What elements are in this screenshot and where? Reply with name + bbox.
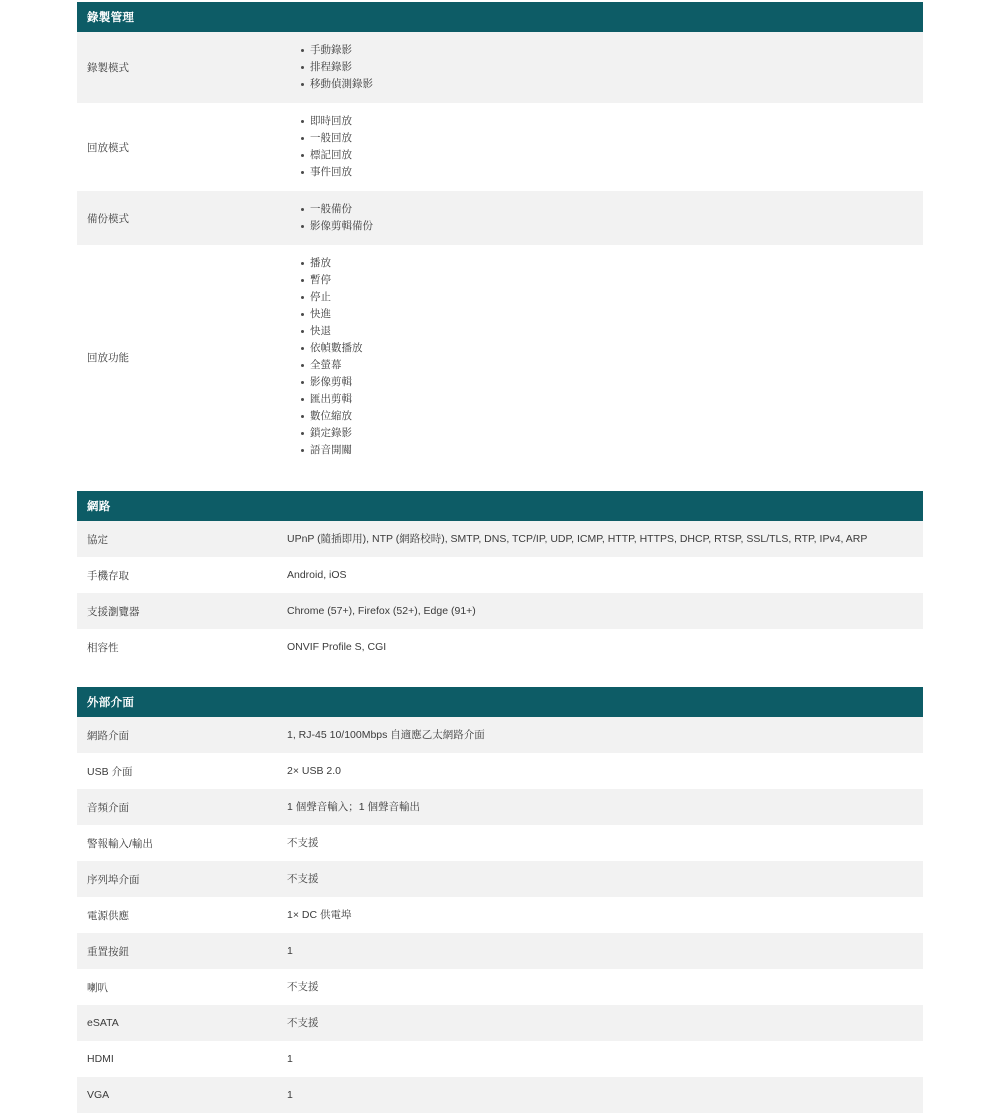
row-label: 回放模式 — [87, 141, 129, 154]
list-item: 事件回放 — [301, 164, 352, 181]
row-label: 重置按鈕 — [87, 945, 129, 958]
table-row — [77, 717, 923, 753]
list-item: 標記回放 — [301, 147, 352, 164]
table-row — [77, 897, 923, 933]
section-title-recording-management: 錄製管理 — [77, 2, 923, 32]
list-item: 影像剪輯備份 — [301, 218, 373, 235]
row-label: 警報輸入/輸出 — [87, 837, 153, 850]
list-item: 全螢幕 — [301, 357, 363, 374]
row-value: 不支援 — [287, 836, 319, 849]
row-value: 2× USB 2.0 — [287, 764, 341, 777]
bullet-list — [287, 201, 373, 235]
section-divider — [0, 665, 1000, 687]
list-item: 鎖定錄影 — [301, 425, 363, 442]
list-item: 一般備份 — [301, 201, 373, 218]
section-external-interface — [77, 687, 923, 1113]
row-label: 備份模式 — [87, 212, 129, 225]
list-item: 排程錄影 — [301, 59, 373, 76]
list-item: 匯出剪輯 — [301, 391, 363, 408]
row-value: UPnP (隨插即用), NTP (網路校時), SMTP, DNS, TCP/IP, UDP, ICMP, HTTP, HTTPS, DHCP, RTSP, SSL/TLS, RTP, IPv4, ARP — [287, 532, 868, 545]
list-item: 影像剪輯 — [301, 374, 363, 391]
row-label: 手機存取 — [87, 569, 129, 582]
table-row — [77, 1041, 923, 1077]
list-item: 語音開關 — [301, 442, 363, 459]
bullet-list — [287, 113, 352, 181]
row-value: Android, iOS — [287, 568, 347, 581]
section-divider — [0, 469, 1000, 491]
list-item: 快退 — [301, 323, 363, 340]
list-item: 移動偵測錄影 — [301, 76, 373, 93]
row-value: 1, RJ-45 10/100Mbps 自適應乙太網路介面 — [287, 728, 485, 741]
row-label: HDMI — [87, 1053, 114, 1065]
table-row — [77, 1077, 923, 1113]
row-value — [287, 103, 923, 191]
table-row — [77, 1005, 923, 1041]
table-row — [77, 557, 923, 593]
section-recording-management — [77, 2, 923, 469]
table-row — [77, 629, 923, 665]
table-row — [77, 861, 923, 897]
row-value: 1× DC 供電埠 — [287, 908, 352, 921]
bullet-list — [287, 42, 373, 93]
row-label: 序列埠介面 — [87, 873, 140, 886]
list-item: 依幀數播放 — [301, 340, 363, 357]
row-value — [287, 32, 923, 103]
row-value: 1 — [287, 944, 293, 957]
section-title-external-interface: 外部介面 — [77, 687, 923, 717]
list-item: 手動錄影 — [301, 42, 373, 59]
row-value: 1 — [287, 1052, 293, 1065]
row-label: USB 介面 — [87, 765, 133, 778]
table-row — [77, 789, 923, 825]
row-label: 回放功能 — [87, 351, 129, 364]
section-title-network: 網路 — [77, 491, 923, 521]
row-label: eSATA — [87, 1017, 119, 1029]
row-value: 1 個聲音輸入；1 個聲音輸出 — [287, 800, 421, 813]
row-value: 不支援 — [287, 872, 319, 885]
row-label: 相容性 — [87, 641, 119, 654]
row-label: 錄製模式 — [87, 62, 129, 74]
row-label: 協定 — [87, 533, 108, 546]
row-value — [287, 191, 923, 245]
row-label: 電源供應 — [87, 909, 129, 922]
table-row — [77, 521, 923, 557]
row-label: 音頻介面 — [87, 801, 129, 814]
list-item: 數位縮放 — [301, 408, 363, 425]
list-item: 快進 — [301, 306, 363, 323]
table-row — [77, 933, 923, 969]
row-value: 1 — [287, 1088, 293, 1101]
list-item: 即時回放 — [301, 113, 352, 130]
row-value: Chrome (57+), Firefox (52+), Edge (91+) — [287, 604, 476, 617]
list-item: 暫停 — [301, 272, 363, 289]
list-item: 停止 — [301, 289, 363, 306]
list-item: 播放 — [301, 255, 363, 272]
row-value — [287, 245, 923, 469]
row-value: 不支援 — [287, 980, 319, 993]
table-row — [77, 103, 923, 191]
row-value: 不支援 — [287, 1016, 319, 1029]
list-item: 一般回放 — [301, 130, 352, 147]
table-row — [77, 825, 923, 861]
table-row — [77, 753, 923, 789]
row-label: 網路介面 — [87, 729, 129, 742]
row-label: VGA — [87, 1089, 110, 1101]
row-label: 喇叭 — [87, 981, 108, 994]
bullet-list — [287, 255, 363, 459]
table-row — [77, 32, 923, 103]
section-network — [77, 491, 923, 665]
table-row — [77, 191, 923, 245]
row-value: ONVIF Profile S, CGI — [287, 640, 387, 653]
table-row — [77, 593, 923, 629]
table-row — [77, 245, 923, 469]
row-label: 支援瀏覽器 — [87, 605, 140, 618]
